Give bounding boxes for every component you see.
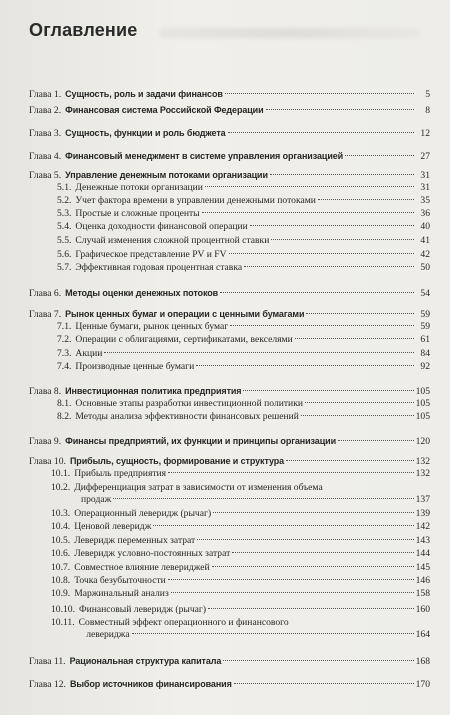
toc-page-number: 142 — [415, 521, 430, 532]
toc-entry-title: Случай изменения сложной процентной ставки — [75, 235, 270, 246]
toc-entry-title: Совместный эффект операционного и финансового — [78, 617, 289, 628]
toc-page-number: 105 — [415, 398, 430, 409]
toc-entry-title: Леверидж переменных затрат — [74, 535, 196, 546]
dot-leader — [266, 109, 414, 110]
toc-entry-title: Сущность, функции и роль бюджета — [65, 128, 226, 138]
toc-section-row[interactable] — [57, 182, 430, 194]
toc-entry-number: 8.2. — [57, 411, 72, 422]
toc-entry-number: 10.11. — [51, 617, 75, 628]
toc-page-number: 146 — [415, 575, 430, 586]
toc-chapter-row[interactable] — [29, 104, 430, 117]
toc-section-row[interactable] — [57, 221, 430, 233]
toc-entry-title: Акции — [75, 348, 103, 359]
toc-page-number: 42 — [420, 249, 430, 260]
dot-leader — [208, 608, 414, 609]
dot-leader — [223, 660, 413, 661]
toc-page-number: 12 — [420, 128, 430, 139]
toc-entry-title: Выбор источников финансирования — [69, 679, 232, 689]
toc-entry-title: Дифференциация затрат в зависимости от изменения объема — [74, 482, 323, 493]
toc-entry-title: Производные ценные бумаги — [75, 361, 195, 372]
dot-leader — [295, 338, 414, 339]
dot-leader — [153, 525, 413, 526]
toc-entry-title-continuation: продаж — [81, 494, 112, 505]
toc-chapter-row[interactable] — [29, 435, 430, 448]
toc-chapter-row[interactable] — [29, 655, 430, 668]
toc-page-number: 168 — [415, 656, 430, 667]
page-title: Оглавление — [29, 20, 138, 40]
toc-page-number: 54 — [420, 288, 430, 299]
toc-entry-number: Глава 8. — [29, 386, 62, 397]
toc-section-row[interactable] — [51, 604, 430, 616]
dot-leader — [202, 212, 414, 213]
toc-entry-number: 10.7. — [51, 562, 71, 573]
toc-page-number: 8 — [425, 105, 430, 116]
toc-section-row[interactable] — [57, 208, 430, 220]
toc-chapter-row[interactable] — [29, 127, 430, 140]
toc-entry-title: Прибыль предприятия — [74, 468, 167, 479]
toc-entry-title: Прибыль, сущность, формирование и структура — [69, 456, 285, 466]
toc-section-row[interactable] — [51, 562, 430, 574]
toc-entry-title: Сущность, роль и задачи финансов — [65, 89, 223, 99]
toc-section-row[interactable] — [51, 548, 430, 560]
toc-page-number: 139 — [415, 508, 430, 519]
toc-entry-number: Глава 2. — [29, 105, 62, 116]
dot-leader — [286, 460, 414, 461]
dot-leader — [243, 390, 413, 391]
toc-entry-number: Глава 6. — [29, 288, 62, 299]
toc-entry-number: 10.2. — [51, 482, 71, 493]
toc-chapter-row[interactable] — [29, 169, 430, 182]
toc-chapter-row[interactable] — [29, 308, 430, 321]
toc-page-number: 59 — [420, 321, 430, 332]
toc-entry-number: 10.8. — [51, 575, 71, 586]
toc-page-number: 120 — [415, 436, 430, 447]
toc-entry-number: Глава 9. — [29, 436, 62, 447]
toc-entry-number: 5.6. — [57, 249, 72, 260]
toc-entry-number: Глава 11. — [29, 656, 66, 667]
toc-page-number: 132 — [415, 456, 430, 467]
toc-chapter-row[interactable] — [29, 88, 430, 101]
dot-leader — [232, 552, 413, 553]
dot-leader — [271, 239, 414, 240]
dot-leader — [197, 539, 413, 540]
toc-page-number: 5 — [425, 89, 430, 100]
toc-page-number: 35 — [420, 195, 430, 206]
toc-entry-number: Глава 1. — [29, 89, 62, 100]
toc-entry-title: Простые и сложные проценты — [75, 208, 200, 219]
toc-page-number: 170 — [415, 679, 430, 690]
toc-section-row[interactable] — [57, 348, 430, 360]
toc-page-number: 41 — [420, 235, 430, 246]
toc-entry-title: Операционный леверидж (рычаг) — [74, 508, 212, 519]
toc-page-number: 164 — [415, 629, 430, 640]
toc-entry-number: Глава 7. — [29, 309, 62, 320]
toc-page-number: 36 — [420, 208, 430, 219]
toc-entry-number: 5.5. — [57, 235, 72, 246]
toc-chapter-row[interactable] — [29, 455, 430, 468]
toc-entry-number: Глава 5. — [29, 170, 62, 181]
toc-entry-title: Леверидж условно-постоянных затрат — [74, 548, 231, 559]
toc-entry-number: 5.3. — [57, 208, 72, 219]
toc-entry-title: Финансовая система Российской Федерации — [65, 105, 264, 115]
toc-section-row[interactable] — [57, 321, 430, 333]
dot-leader — [104, 352, 414, 353]
toc-entry-title: Финансовый леверидж (рычаг) — [78, 604, 207, 615]
toc-entry-title: Точка безубыточности — [74, 575, 166, 586]
toc-entry-number: Глава 10. — [29, 456, 66, 467]
toc-section-row[interactable] — [51, 508, 430, 520]
toc-section-row[interactable] — [57, 262, 430, 274]
toc-section-row[interactable] — [57, 334, 430, 346]
dot-leader — [220, 292, 414, 293]
toc-section-row[interactable] — [57, 411, 430, 423]
toc-section-row[interactable] — [57, 235, 430, 247]
toc-entry-number: 5.1. — [57, 182, 72, 193]
toc-section-row[interactable] — [57, 249, 430, 261]
dot-leader — [318, 199, 414, 200]
toc-entry-number: 10.6. — [51, 548, 71, 559]
toc-entry-title: Инвестиционная политика предприятия — [65, 386, 242, 396]
dot-leader — [213, 512, 413, 513]
toc-entry-title: Оценка доходности финансовой операции — [75, 221, 248, 232]
toc-entry-title: Маржинальный анализ — [74, 588, 169, 599]
toc-entry-number: Глава 12. — [29, 679, 66, 690]
dot-leader — [113, 498, 413, 499]
dot-leader — [244, 266, 414, 267]
dot-leader — [171, 592, 414, 593]
toc-entry-title: Методы оценки денежных потоков — [65, 288, 219, 298]
toc-entry-title: Ценовой леверидж — [74, 521, 152, 532]
toc-page-number: 27 — [420, 151, 430, 162]
dot-leader — [228, 132, 414, 133]
dot-leader — [306, 313, 414, 314]
toc-entry-number: 7.2. — [57, 334, 72, 345]
toc-page-number: 92 — [420, 361, 430, 372]
dot-leader — [301, 415, 414, 416]
toc-entry-number: 8.1. — [57, 398, 72, 409]
dot-leader — [225, 93, 414, 94]
dot-leader — [234, 683, 414, 684]
toc-entry-title: Основные этапы разработки инвестиционной политики — [75, 398, 303, 409]
toc-entry-number: Глава 3. — [29, 128, 62, 139]
toc-page-number: 144 — [415, 548, 430, 559]
dot-leader — [305, 402, 414, 403]
toc-entry-title: Рациональная структура капитала — [69, 656, 222, 666]
toc-entry-number: 5.2. — [57, 195, 72, 206]
toc-page-number: 59 — [420, 309, 430, 320]
toc-entry-title: Денежные потоки организации — [75, 182, 203, 193]
dot-leader — [132, 633, 414, 634]
dot-leader — [212, 566, 414, 567]
toc-page-number: 50 — [420, 262, 430, 273]
toc-chapter-row[interactable] — [29, 385, 430, 398]
toc-entry-title-continuation: левериджа — [86, 629, 130, 640]
toc-section-row[interactable] — [51, 468, 430, 480]
toc-section-row[interactable] — [51, 521, 430, 533]
toc-entry-number: 10.4. — [51, 521, 71, 532]
toc-section-row[interactable] — [51, 482, 430, 506]
toc-entry-title: Операции с облигациями, сертификатами, векселями — [75, 334, 293, 345]
toc-page-number: 84 — [420, 348, 430, 359]
toc-entry-number: 10.9. — [51, 588, 71, 599]
toc-page-number: 143 — [415, 535, 430, 546]
dot-leader — [250, 225, 414, 226]
dot-leader — [205, 186, 414, 187]
toc-section-row[interactable] — [51, 535, 430, 547]
dot-leader — [229, 253, 415, 254]
dot-leader — [168, 579, 414, 580]
toc-entry-number: 5.4. — [57, 221, 72, 232]
toc-entry-title: Ценные бумаги, рынок ценных бумаг — [75, 321, 229, 332]
dot-leader — [338, 440, 414, 441]
toc-page-number: 31 — [420, 170, 430, 181]
toc-chapter-row[interactable] — [29, 287, 430, 300]
toc-entry-title: Рынок ценных бумаг и операции с ценными бумагами — [65, 309, 305, 319]
toc-section-row[interactable] — [51, 617, 430, 641]
toc-entry-number: 10.5. — [51, 535, 71, 546]
toc-entry-number: 10.3. — [51, 508, 71, 519]
toc-chapter-row[interactable] — [29, 150, 430, 163]
toc-entry-number: 10.1. — [51, 468, 71, 479]
toc-page-number: 137 — [415, 494, 430, 505]
toc-section-row[interactable] — [57, 398, 430, 410]
toc-entry-number: 5.7. — [57, 262, 72, 273]
toc-page-number: 40 — [420, 221, 430, 232]
toc-entry-title: Методы анализа эффективности финансовых решений — [75, 411, 299, 422]
toc-entry-title: Эффективная годовая процентная ставка — [75, 262, 243, 273]
toc-section-row[interactable] — [57, 361, 430, 373]
toc-page-number: 160 — [415, 604, 430, 615]
toc-section-row[interactable] — [51, 588, 430, 600]
toc-entry-title: Управление денежным потоками организации — [65, 170, 268, 180]
toc-page-number: 145 — [415, 562, 430, 573]
toc-page-number: 105 — [415, 411, 430, 422]
toc-page-number: 132 — [415, 468, 430, 479]
toc-chapter-row[interactable] — [29, 678, 430, 691]
dot-leader — [345, 155, 414, 156]
toc-page-number: 31 — [420, 182, 430, 193]
toc-entry-number: 10.10. — [51, 604, 75, 615]
dot-leader — [270, 174, 414, 175]
toc-section-row[interactable] — [51, 575, 430, 587]
toc-page-number: 158 — [415, 588, 430, 599]
toc-page-number: 105 — [415, 386, 430, 397]
toc-entry-title: Учет фактора времени в управлении денежными потоками — [75, 195, 316, 206]
toc-entry-title: Совместное влияние левериджей — [74, 562, 210, 573]
toc-entry-title: Финансы предприятий, их функции и принципы организации — [65, 436, 337, 446]
toc-entry-number: 7.4. — [57, 361, 72, 372]
dot-leader — [230, 325, 414, 326]
toc-entry-title: Финансовый менеджмент в системе управления организацией — [65, 151, 344, 161]
toc-entry-title: Графическое представление PV и FV — [75, 249, 227, 260]
dot-leader — [196, 365, 414, 366]
toc-page-number: 61 — [420, 334, 430, 345]
toc-entry-number: 7.1. — [57, 321, 72, 332]
toc-entry-number: 7.3. — [57, 348, 72, 359]
toc-entry-number: Глава 4. — [29, 151, 62, 162]
dot-leader — [168, 472, 414, 473]
toc-section-row[interactable] — [57, 195, 430, 207]
